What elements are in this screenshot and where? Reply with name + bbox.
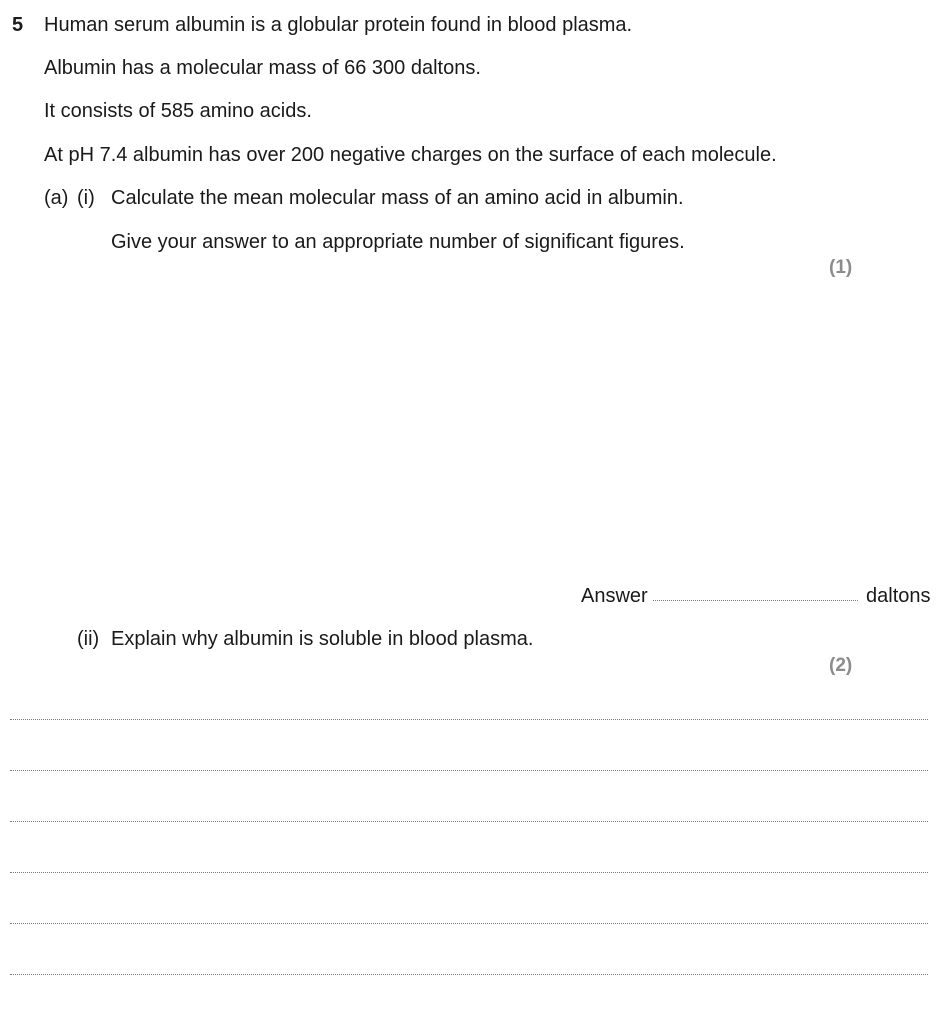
part-a-i-instruction: Give your answer to an appropriate number of significant figures.	[111, 231, 685, 253]
question-number: 5	[12, 14, 24, 36]
answer-line-5[interactable]	[10, 923, 928, 924]
stem-line-4: At pH 7.4 albumin has over 200 negative charges on the surface of each molecule.	[44, 144, 777, 166]
answer-input-line[interactable]	[653, 600, 858, 601]
part-a-i-text: Calculate the mean molecular mass of an amino acid in albumin.	[111, 187, 684, 209]
answer-line-2[interactable]	[10, 770, 928, 771]
part-a-ii-label: (ii)	[77, 628, 100, 650]
part-a-i-marks: (1)	[829, 257, 853, 278]
answer-line-1[interactable]	[10, 719, 928, 720]
part-a-ii-marks: (2)	[829, 655, 853, 676]
stem-line-2: Albumin has a molecular mass of 66 300 daltons.	[44, 57, 481, 79]
part-a-i-label: (i)	[77, 187, 95, 209]
answer-label: Answer	[581, 585, 648, 607]
answer-unit: daltons	[866, 585, 931, 607]
stem-line-1: Human serum albumin is a globular protein found in blood plasma.	[44, 14, 633, 36]
answer-line-6[interactable]	[10, 974, 928, 975]
part-a-ii-text: Explain why albumin is soluble in blood plasma.	[111, 628, 534, 650]
answer-line-3[interactable]	[10, 821, 928, 822]
part-a-label: (a)	[44, 187, 69, 209]
answer-line-4[interactable]	[10, 872, 928, 873]
stem-line-3: It consists of 585 amino acids.	[44, 100, 312, 122]
